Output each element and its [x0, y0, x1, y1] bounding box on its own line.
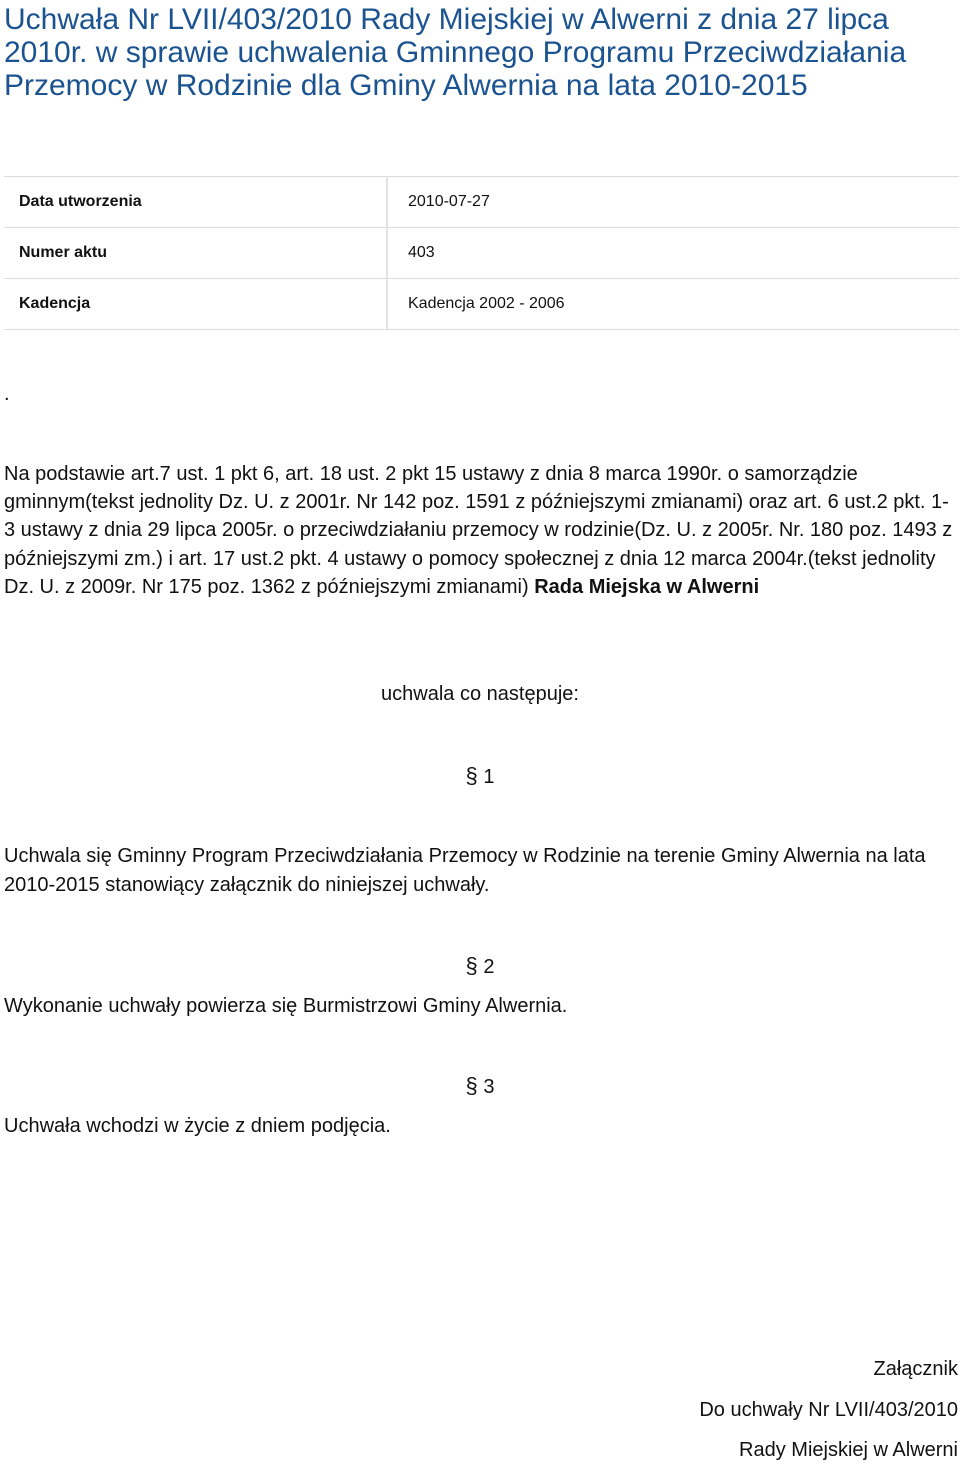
meta-row-term	[4, 279, 959, 330]
section-1-text: Uchwala się Gminny Program Przeciwdziałania Przemocy w Rodzinie na terenie Gminy Alwernia na lata 2010-2015 stanowiący załącznik do niniejszej uchwały.	[4, 845, 926, 896]
meta-value: 403	[387, 228, 959, 279]
meta-value: Kadencja 2002 - 2006	[387, 279, 959, 330]
section-1-heading	[0, 764, 960, 789]
section-sign-icon: §	[465, 1073, 478, 1098]
annex-line-2: Rady Miejskiej w Alwerni	[739, 1439, 958, 1461]
section-2-heading	[0, 954, 960, 979]
separator-dot: .	[4, 383, 10, 405]
meta-label: Data utworzenia	[4, 177, 387, 228]
legal-basis-paragraph	[4, 460, 954, 601]
document-title: Uchwała Nr LVII/403/2010 Rady Miejskiej w Alwerni z dnia 27 lipca 2010r. w sprawie uchwalenia Gminnego Programu Przeciwdziałania Przemocy w Rodzinie dla Gminy Alwernia na lata 2010-2015	[4, 3, 907, 102]
council-name: Rada Miejska w Alwerni	[534, 575, 760, 598]
section-3-text: Uchwała wchodzi w życie z dniem podjęcia.	[4, 1115, 391, 1137]
section-3-heading	[0, 1074, 960, 1099]
section-number: 2	[483, 956, 495, 978]
meta-label: Numer aktu	[4, 228, 387, 279]
legal-basis-text: Na podstawie art.7 ust. 1 pkt 6, art. 18 ust. 2 pkt 15 ustawy z dnia 8 marca 1990r. o samorządzie gminnym(tekst jednolity Dz. U. z 2001r. Nr 142 poz. 1591 z późniejszymi zmianami) oraz art. 6 ust.2 pkt. 1-3 ustawy z dnia 29 lipca 2005r. o przeciwdziałaniu przemocy w rodzinie(Dz. U. z 2005r. Nr. 180 poz. 1493 z późniejszymi zm.) i art. 17 ust.2 pkt. 4 ustawy o pomocy społecznej z dnia 12 marca 2004r.(tekst jednolity Dz. U. z 2009r. Nr 175 poz. 1362 z późniejszymi zmianami)	[4, 463, 953, 598]
section-sign-icon: §	[465, 763, 478, 788]
annex-line-1: Do uchwały Nr LVII/403/2010	[699, 1399, 958, 1421]
resolves-heading: uchwala co następuje:	[381, 683, 579, 705]
meta-row-act-number	[4, 228, 959, 279]
meta-value: 2010-07-27	[387, 177, 959, 228]
meta-row-created	[4, 177, 959, 228]
meta-label: Kadencja	[4, 279, 387, 330]
section-number: 3	[483, 1076, 495, 1098]
metadata-table	[4, 176, 959, 330]
section-number: 1	[483, 766, 495, 788]
section-2-text: Wykonanie uchwały powierza się Burmistrzowi Gminy Alwernia.	[4, 995, 568, 1017]
annex-heading: Załącznik	[873, 1358, 958, 1380]
section-sign-icon: §	[465, 953, 478, 978]
